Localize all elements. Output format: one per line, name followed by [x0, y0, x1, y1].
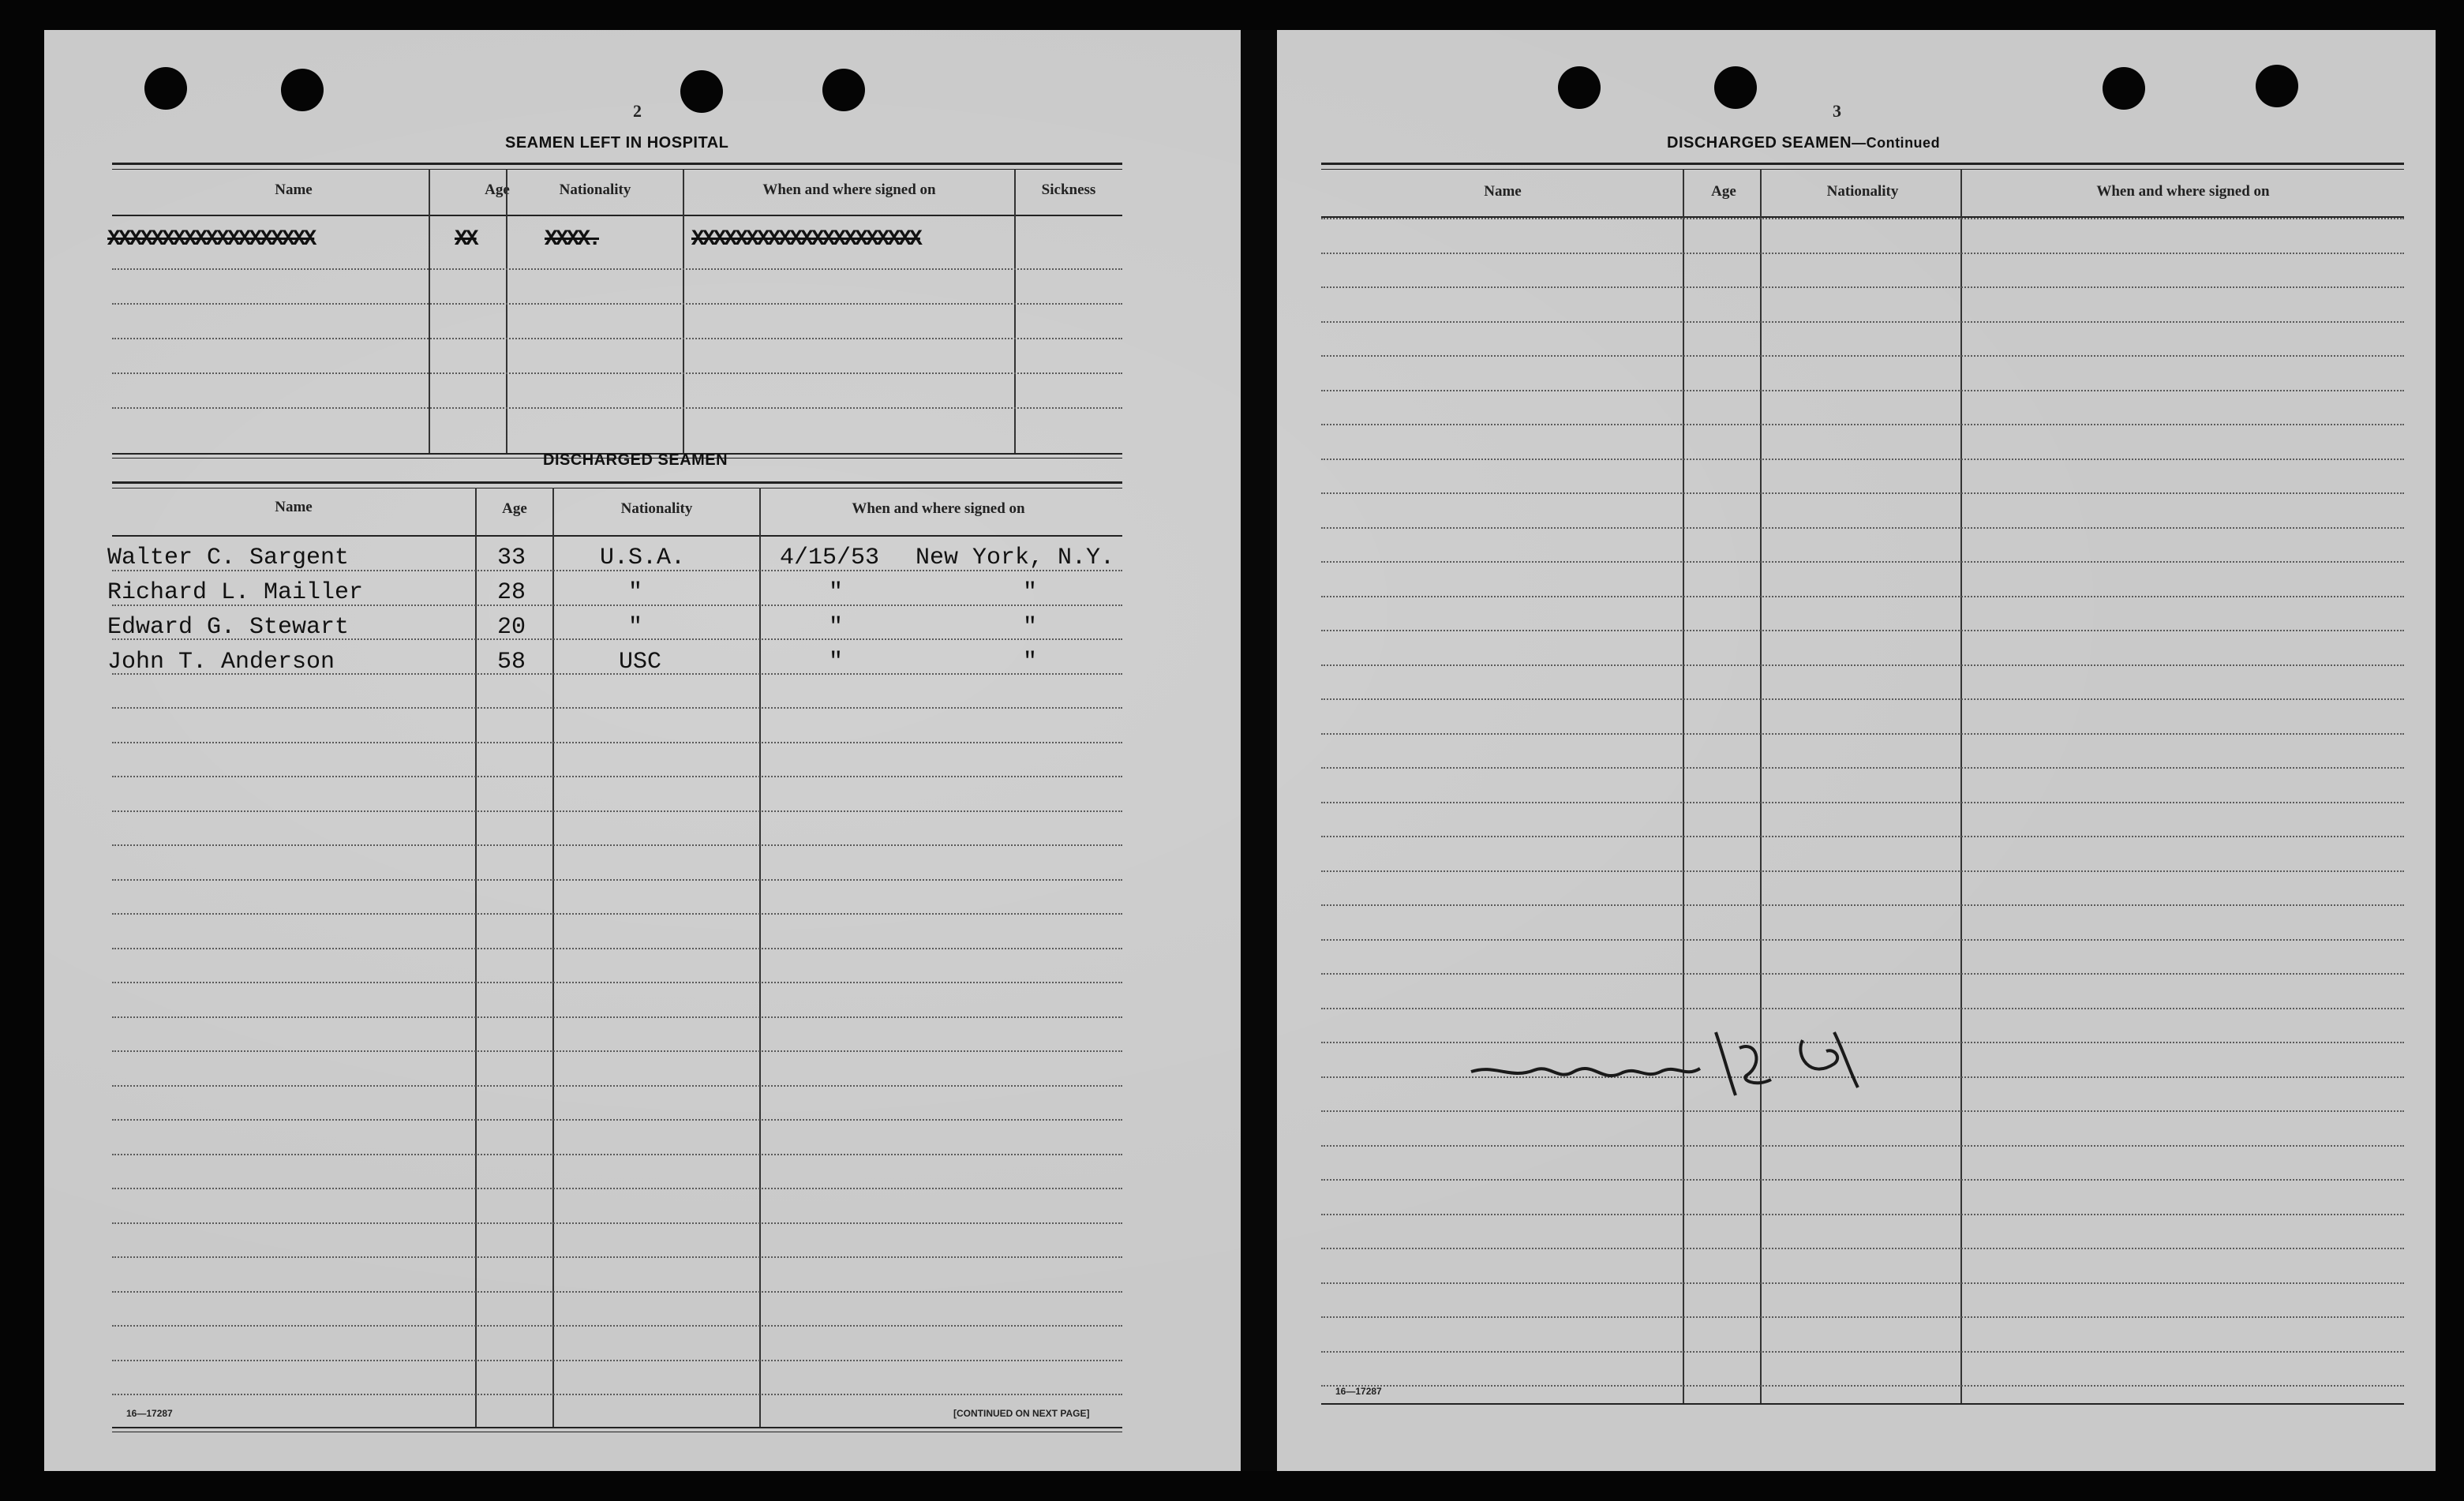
row-rule [1321, 1316, 2404, 1318]
row-rule [112, 913, 1122, 915]
row-rule [1321, 1248, 2404, 1249]
punch-hole [1558, 66, 1601, 109]
seaman-nationality: " [628, 579, 643, 606]
hospital-section-title: SEAMEN LEFT IN HOSPITAL [505, 134, 729, 152]
continued-note: [CONTINUED ON NEXT PAGE] [953, 1408, 1090, 1419]
table-rule [112, 481, 1122, 484]
row-rule [112, 570, 1122, 571]
row-rule [1321, 527, 2404, 529]
seaman-name: Walter C. Sargent [107, 545, 350, 571]
row-rule [112, 1119, 1122, 1121]
row-rule [112, 948, 1122, 949]
punch-hole [2256, 65, 2298, 107]
seaman-age: 58 [497, 649, 526, 676]
row-rule [1321, 561, 2404, 563]
row-rule [1321, 904, 2404, 906]
row-rule [112, 1085, 1122, 1087]
row-rule [1321, 1385, 2404, 1387]
row-rule [1321, 1008, 2404, 1009]
punch-hole [144, 67, 187, 110]
seaman-age: 33 [497, 545, 526, 571]
col-header-name: Name [275, 499, 313, 515]
seaman-signed-date: " [829, 614, 844, 641]
row-rule [1321, 1214, 2404, 1215]
col-header-signed-on: When and where signed on [852, 500, 1025, 517]
row-rule [1321, 1351, 2404, 1353]
seaman-signed-date: " [829, 579, 844, 606]
row-rule [112, 673, 1122, 675]
punch-hole [281, 69, 324, 111]
col-header-name: Name [1484, 183, 1522, 200]
seaman-signed-place: " [1023, 649, 1038, 676]
col-header-age: Age [1711, 183, 1736, 200]
row-rule [112, 1154, 1122, 1155]
page-number: 2 [633, 101, 642, 121]
punch-hole [680, 70, 723, 113]
column-divider [1760, 169, 1762, 1403]
row-rule [112, 982, 1122, 983]
row-rule [1321, 459, 2404, 460]
page-number: 3 [1833, 101, 1841, 121]
row-rule [112, 1360, 1122, 1361]
column-divider [759, 488, 761, 1427]
row-rule [1321, 664, 2404, 666]
row-rule [1321, 596, 2404, 597]
page-fold-gutter [1241, 30, 1277, 1471]
col-header-sickness: Sickness [1041, 182, 1096, 198]
crossed-signed-on: XXXXXXXXXXXXXXXXXXXXX [691, 227, 920, 252]
row-rule [112, 1256, 1122, 1258]
row-rule [1321, 870, 2404, 872]
row-rule [112, 338, 1122, 339]
discharged-continued-title [1667, 134, 1940, 152]
crossed-nationality: XXXX. [545, 227, 600, 252]
column-divider [475, 488, 477, 1427]
seaman-nationality: " [628, 614, 643, 641]
seaman-signed-place: " [1023, 579, 1038, 606]
row-rule [112, 776, 1122, 777]
row-rule [112, 1016, 1122, 1018]
row-rule [112, 1188, 1122, 1189]
row-rule [112, 1222, 1122, 1224]
discharged-section-title: DISCHARGED SEAMEN [543, 451, 728, 469]
col-header-name: Name [275, 182, 313, 198]
seaman-signed-place: " [1023, 614, 1038, 641]
row-rule [112, 707, 1122, 709]
crossed-name: XXXXXXXXXXXXXXXXXXX [107, 227, 315, 252]
column-divider [506, 169, 507, 453]
row-rule [112, 1325, 1122, 1327]
seaman-age: 28 [497, 579, 526, 606]
row-rule [1321, 253, 2404, 254]
col-header-age: Age [485, 182, 510, 198]
punch-hole [822, 69, 865, 111]
row-rule [1321, 767, 2404, 769]
row-rule [112, 268, 1122, 270]
column-divider [552, 488, 554, 1427]
row-rule [112, 1394, 1122, 1395]
row-rule [112, 879, 1122, 881]
row-rule [1321, 733, 2404, 735]
row-rule [1321, 321, 2404, 323]
table-rule [112, 1427, 1122, 1428]
col-header-age: Age [502, 500, 527, 517]
row-rule [1321, 390, 2404, 391]
row-rule [1321, 836, 2404, 837]
row-rule [1321, 1282, 2404, 1284]
row-rule [1321, 1145, 2404, 1147]
col-header-nationality: Nationality [620, 500, 693, 517]
row-rule [112, 407, 1122, 409]
seaman-signed-place: New York, N.Y. [916, 545, 1115, 571]
row-rule [1321, 1179, 2404, 1181]
table-rule [112, 215, 1122, 216]
row-rule [1321, 973, 2404, 975]
col-header-nationality: Nationality [559, 182, 631, 198]
column-divider [1683, 169, 1684, 1403]
seaman-signed-date: 4/15/53 [780, 545, 880, 571]
row-rule [112, 638, 1122, 640]
punch-hole [1714, 66, 1757, 109]
seaman-name: Edward G. Stewart [107, 614, 350, 641]
row-rule [112, 810, 1122, 812]
col-header-signed-on: When and where signed on [2096, 183, 2270, 200]
table-rule [1321, 169, 2404, 170]
row-rule [112, 303, 1122, 305]
seaman-name: Richard L. Mailler [107, 579, 364, 606]
row-rule [1321, 424, 2404, 425]
row-rule [1321, 286, 2404, 288]
column-divider [1960, 169, 1962, 1403]
row-rule [1321, 630, 2404, 631]
seaman-nationality: U.S.A. [600, 545, 686, 571]
seaman-signed-date: " [829, 649, 844, 676]
seaman-age: 20 [497, 614, 526, 641]
form-number: 16—17287 [126, 1408, 173, 1419]
column-divider [429, 169, 430, 453]
seaman-nationality: USC [619, 649, 662, 676]
row-rule [112, 605, 1122, 606]
row-rule [112, 1050, 1122, 1052]
row-rule [1321, 1110, 2404, 1112]
column-divider [1014, 169, 1016, 453]
form-number: 16—17287 [1335, 1386, 1382, 1397]
row-rule [1321, 355, 2404, 357]
column-divider [683, 169, 684, 453]
crossed-age: XX [455, 227, 477, 252]
row-rule [1321, 939, 2404, 941]
punch-hole [2103, 67, 2145, 110]
handwritten-signature [1463, 1016, 1874, 1103]
title-main: DISCHARGED SEAMEN [1667, 134, 1852, 152]
row-rule [112, 1291, 1122, 1293]
row-rule [1321, 218, 2404, 219]
title-continued: —Continued [1852, 135, 1941, 151]
table-rule [112, 535, 1122, 537]
table-rule [112, 169, 1122, 170]
row-rule [112, 372, 1122, 374]
table-rule [1321, 1403, 2404, 1405]
seaman-name: John T. Anderson [107, 649, 335, 676]
table-rule [1321, 163, 2404, 165]
table-rule [112, 163, 1122, 165]
document-sheet [44, 30, 2436, 1471]
row-rule [112, 742, 1122, 743]
row-rule [1321, 492, 2404, 494]
row-rule [1321, 802, 2404, 803]
row-rule [112, 844, 1122, 846]
col-header-signed-on: When and where signed on [762, 182, 936, 198]
col-header-nationality: Nationality [1826, 183, 1899, 200]
row-rule [1321, 698, 2404, 700]
